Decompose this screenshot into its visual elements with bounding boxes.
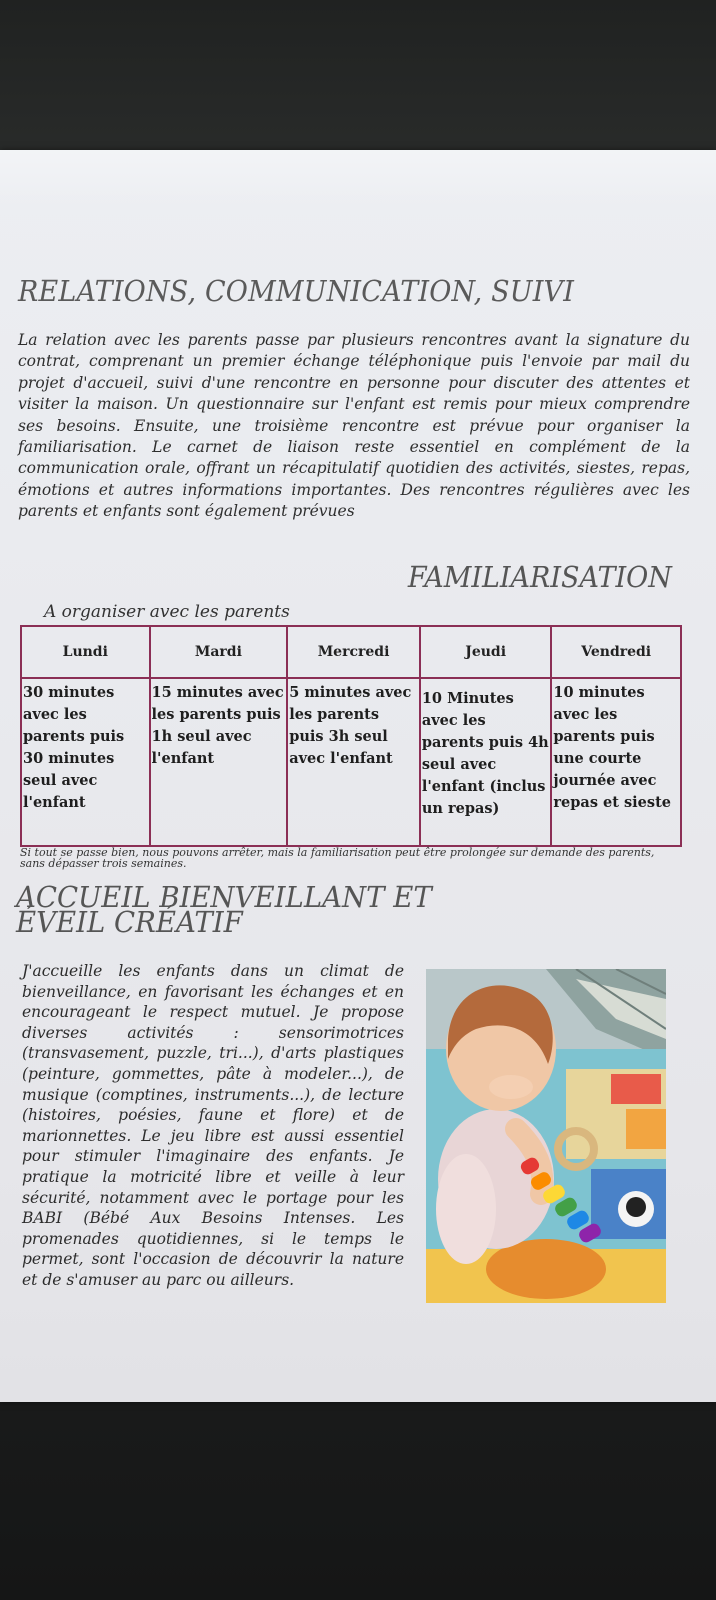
relations-paragraph: La relation avec les parents passe par plusieurs rencontres avant la signature du contrat, comprenant un premier échange téléphonique puis l'envoie par mail du projet d'accueil, suivi d'une rencontre en personne pour discuter des attentes et visiter la maison. Un questionnaire sur l'enfant est remis pour mieux comprendre ses besoins. Ensuite, une troisième rencontre est prévue pour organiser la familiarisation. Le carnet de liaison reste essentiel en complément de la communication orale, offrant un récapitulatif quotidien des activités, siestes, repas, émotions et autres informations importantes. Des rencontres régulières avec les parents et enfants sont également prévues (18, 331, 690, 521)
familiarisation-schedule-table (20, 625, 682, 847)
heading-accueil-line2: ÉVEIL CRÉATIF (16, 905, 243, 939)
schedule-header-row (21, 626, 681, 678)
cell-jeudi: 10 Minutes avec les parents puis 4h seul avec l'enfant (inclus un repas) (420, 678, 552, 846)
baby-playing-illustration (426, 969, 666, 1303)
schedule-body-row (21, 678, 681, 846)
background-bottom (0, 1370, 716, 1600)
header-mardi: Mardi (150, 626, 288, 678)
cell-mardi: 15 minutes avec les parents puis 1h seul avec l'enfant (150, 678, 288, 846)
cell-mercredi: 5 minutes avec les parents puis 3h seul avec l'enfant (287, 678, 420, 846)
heading-accueil (16, 880, 453, 939)
cell-vendredi: 10 minutes avec les parents puis une courte journée avec repas et sieste (551, 678, 681, 846)
background-top (0, 0, 716, 175)
cell-lundi: 30 minutes avec les parents puis 30 minutes seul avec l'enfant (21, 678, 150, 846)
heading-relations: RELATIONS, COMMUNICATION, SUIVI (18, 274, 575, 308)
page-fold-highlight (0, 150, 716, 210)
header-mercredi: Mercredi (287, 626, 420, 678)
familiarisation-subtitle: A organiser avec les parents (44, 602, 290, 622)
accueil-paragraph: J'accueille les enfants dans un climat de bienveillance, en favorisant les échanges et en encourageant le respect mutuel. Je propose diverses activités : sensorimotrices (transvasement, puzzle, tri...), d'arts plastiques (peinture, gommettes, pâte à modeler...), de musique (comptines, instruments...), de lecture (histoires, poésies, faune et flore) et de marionnettes. Le jeu libre est aussi essentiel pour stimuler l'imaginaire des enfants. Je pratique la motricité libre et veille à leur sécurité, notamment avec le portage pour les BABI (Bébé Aux Besoins Intenses. Les promenades quotidiennes, si le temps le permet, sont l'occasion de découvrir la nature et de s'amuser au parc ou ailleurs. (22, 962, 404, 1289)
baby-playing-photo (426, 969, 666, 1303)
header-vendredi: Vendredi (551, 626, 681, 678)
header-jeudi: Jeudi (420, 626, 552, 678)
familiarisation-note: Si tout se passe bien, nous pouvons arrêter, mais la familiarisation peut être prolongée sur demande des parents, sans dépasser trois semaines. (20, 846, 655, 870)
header-lundi: Lundi (21, 626, 150, 678)
heading-familiarisation: FAMILIARISATION (408, 560, 672, 594)
heading-accueil-line1: ACCUEIL BIENVEILLANT ET (16, 880, 432, 914)
